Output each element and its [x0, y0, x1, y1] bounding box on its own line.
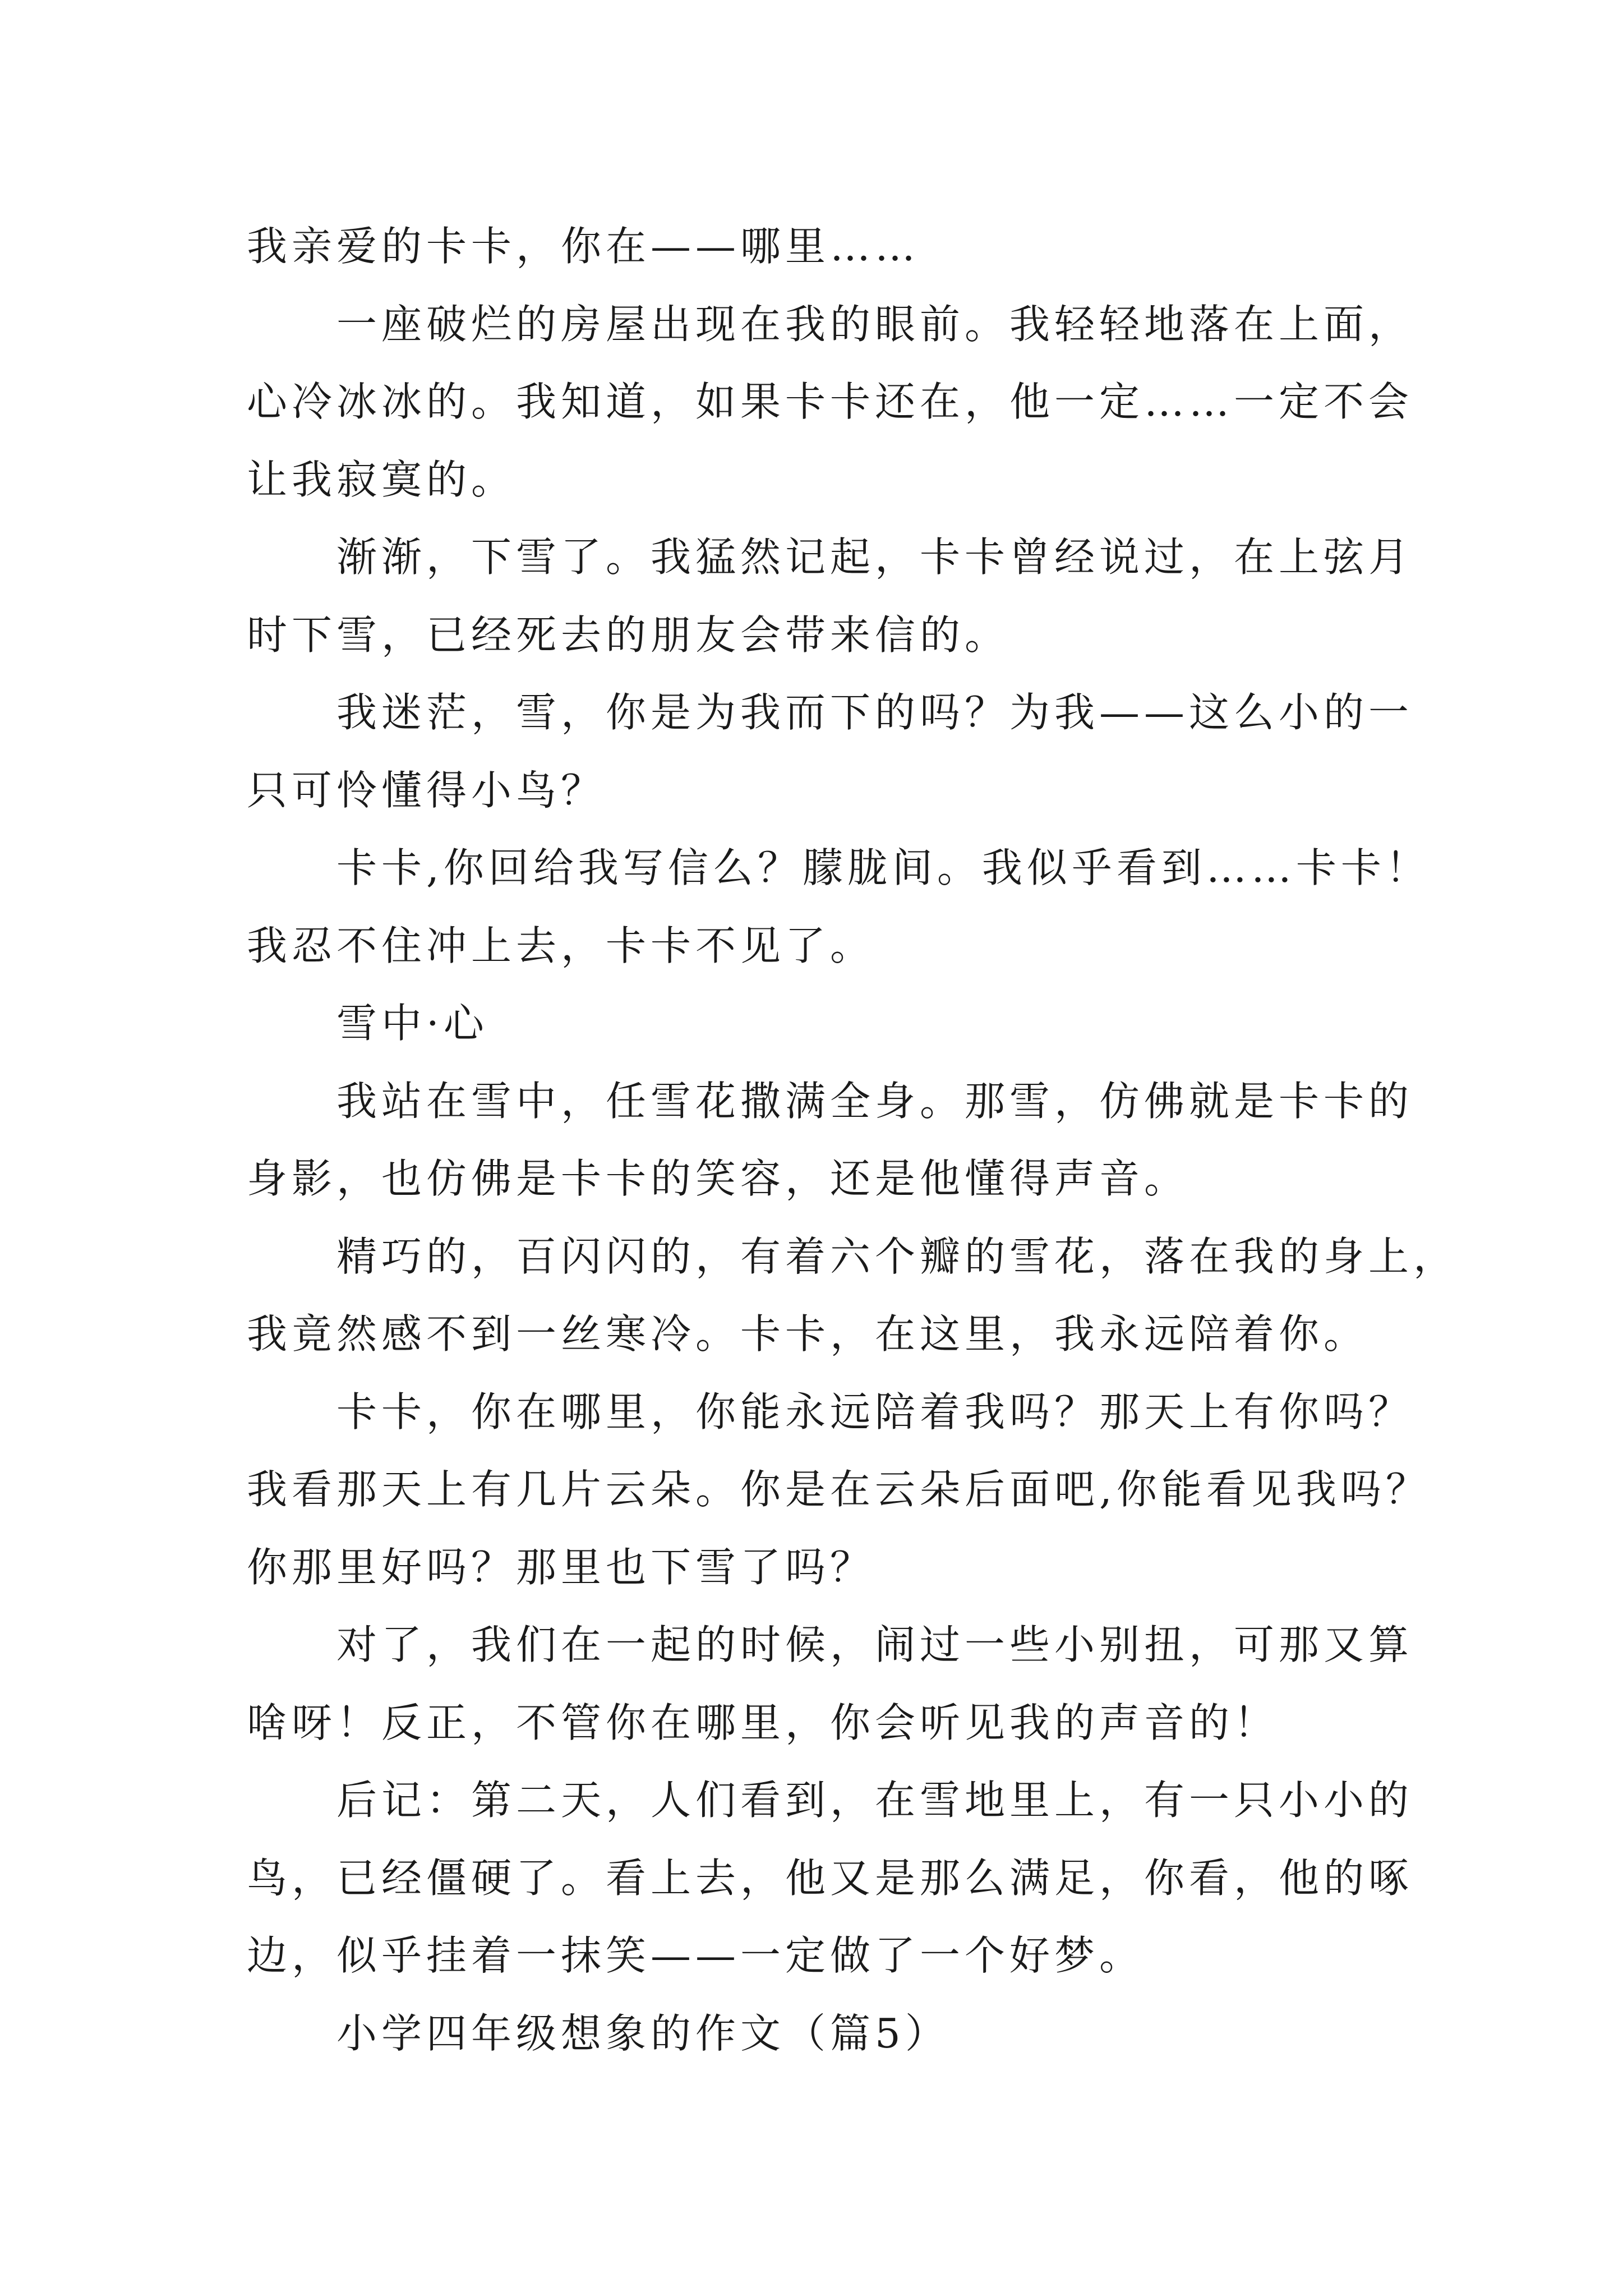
paragraph-4: [247, 674, 1414, 829]
paragraph-1: [247, 208, 1391, 286]
text-line: 心冷冰冰的。我知道，如果卡卡还在，他一定……一定不会: [247, 378, 1414, 425]
text-line: 时下雪，已经死去的朋友会带来信的。: [247, 611, 1010, 659]
text-line: 我忍不住冲上去，卡卡不见了。: [247, 922, 875, 969]
text-line: 雪中·心: [336, 1000, 488, 1047]
paragraph-5: [247, 829, 1431, 984]
text-line: 让我寂寞的。: [247, 455, 517, 503]
text-line: 身影，也仿佛是卡卡的笑容，还是他懂得声音。: [247, 1155, 1189, 1202]
text-line: 鸟，已经僵硬了。看上去，他又是那么满足，你看，他的啄: [247, 1854, 1414, 1902]
section-heading: [247, 984, 1391, 1062]
paragraph-3: [247, 518, 1414, 674]
text-line: 我迷茫，雪，你是为我而下的吗？为我——这么小的一: [336, 689, 1414, 736]
text-line: 一座破烂的房屋出现在我的眼前。我轻轻地落在上面，: [336, 300, 1414, 348]
text-line: 啥呀！反正，不管你在哪里，你会听见我的声音的！: [247, 1699, 1279, 1746]
text-line: 我亲爱的卡卡，你在——哪里……: [247, 223, 920, 270]
text-line: 对了，我们在一起的时候，闹过一些小别扭，可那又算: [336, 1621, 1414, 1668]
paragraph-2: [247, 286, 1414, 519]
text-line: 你那里好吗？那里也下雪了吗？: [247, 1543, 875, 1591]
text-line: 我看那天上有几片云朵。你是在云朵后面吧,你能看见我吗？: [247, 1466, 1431, 1513]
essay-body: [247, 208, 1459, 2072]
text-line: 我站在雪中，任雪花撒满全身。那雪，仿佛就是卡卡的: [336, 1077, 1414, 1125]
paragraph-7: [247, 1062, 1414, 1218]
paragraph-10: [247, 1606, 1414, 1761]
text-line: 后记：第二天，人们看到，在雪地里上，有一只小小的: [336, 1777, 1414, 1824]
text-line: 渐渐，下雪了。我猛然记起，卡卡曾经说过，在上弦月: [336, 533, 1414, 581]
text-line: 边，似乎挂着一抹笑——一定做了一个好梦。: [247, 1932, 1145, 1979]
text-line: 卡卡，你在哪里，你能永远陪着我吗？那天上有你吗？: [336, 1388, 1414, 1435]
text-line: 小学四年级想象的作文（篇5）: [336, 2009, 950, 2057]
paragraph-11: [247, 1761, 1414, 1995]
text-line: 只可怜懂得小鸟？: [247, 766, 606, 814]
text-line: 我竟然感不到一丝寒冷。卡卡，在这里，我永远陪着你。: [247, 1310, 1369, 1358]
next-essay-title: [247, 1995, 1391, 2073]
paragraph-9: [247, 1373, 1431, 1607]
paragraph-8: [247, 1218, 1459, 1373]
text-line: 卡卡,你回给我写信么？朦胧间。我似乎看到……卡卡！: [336, 844, 1431, 891]
text-line: 精巧的，百闪闪的，有着六个瓣的雪花，落在我的身上，: [336, 1232, 1459, 1280]
